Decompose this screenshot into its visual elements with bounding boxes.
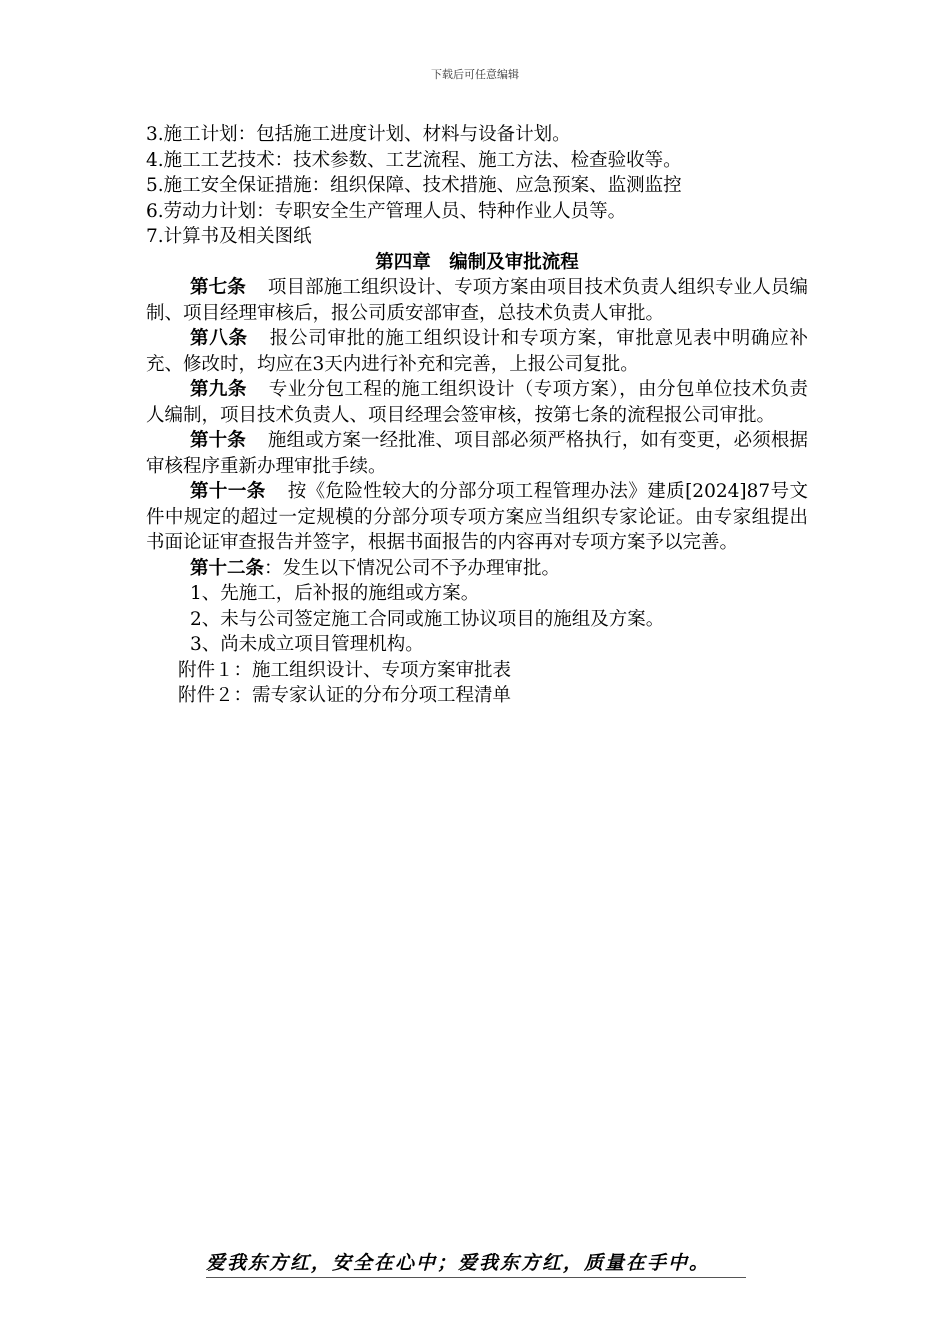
list-item: 5.施工安全保证措施：组织保障、技术措施、应急预案、监测监控 (146, 175, 682, 196)
article-number: 第十条 (190, 430, 246, 451)
article-number: 第十一条 (190, 481, 266, 502)
sub-item: 1、先施工，后补报的施组或方案。 (190, 583, 480, 604)
chapter-title: 第四章 编制及审批流程 (375, 251, 579, 273)
article-text: 报公司审批的施工组织设计和专项方案，审批意见表中明确应补充、修改时，均应在3天内进行补充和完善，上报公司复批。 (146, 328, 808, 375)
article-text: 专业分包工程的施工组织设计（专项方案），由分包单位技术负责人编制，项目技术负责人、项目经理会签审核，按第七条的流程报公司审批。 (146, 379, 808, 426)
attachment-item: 附件２：需专家认证的分布分项工程清单 (178, 685, 512, 706)
list-item: 6.劳动力计划：专职安全生产管理人员、特种作业人员等。 (146, 200, 627, 222)
footer-slogan: 爱我东方红，安全在心中；爱我东方红，质量在手中。 (206, 1248, 746, 1278)
article-9 (146, 377, 808, 428)
header-note: 下载后可任意编辑 (431, 68, 519, 81)
sub-item: 3、尚未成立项目管理机构。 (190, 634, 424, 655)
article-8 (146, 326, 808, 377)
list-item: 4.施工工艺技术：技术参数、工艺流程、施工方法、检查验收等。 (146, 149, 682, 171)
article-number: 第十二条 (190, 557, 265, 579)
article-text: 按《危险性较大的分部分项工程管理办法》建质[2024]87号文件中规定的超过一定规模的分部分项专项方案应当组织专家论证。由专家组提出书面论证审查报告并签字，根据书面报告的内容再对专项方案予以完善。 (146, 481, 808, 553)
article-10 (146, 428, 808, 479)
article-11 (146, 479, 808, 556)
article-text: 项目部施工组织设计、专项方案由项目技术负责人组织专业人员编制、项目经理审核后，报公司质安部审查，总技术负责人审批。 (146, 277, 808, 324)
article-7 (146, 275, 808, 326)
article-text: ：发生以下情况公司不予办理审批。 (264, 557, 561, 579)
article-12 (146, 556, 808, 582)
list-item: 3.施工计划：包括施工进度计划、材料与设备计划。 (146, 124, 571, 145)
article-text: 施组或方案一经批准、项目部必须严格执行，如有变更，必须根据审核程序重新办理审批手续。 (146, 430, 808, 477)
sub-item: 2、未与公司签定施工合同或施工协议项目的施组及方案。 (190, 608, 665, 630)
article-number: 第九条 (190, 379, 247, 400)
document-body (146, 122, 808, 709)
article-number: 第七条 (190, 277, 246, 298)
attachment-item: 附件１：施工组织设计、专项方案审批表 (178, 659, 512, 681)
article-number: 第八条 (190, 328, 248, 349)
list-item: 7.计算书及相关图纸 (146, 226, 312, 247)
